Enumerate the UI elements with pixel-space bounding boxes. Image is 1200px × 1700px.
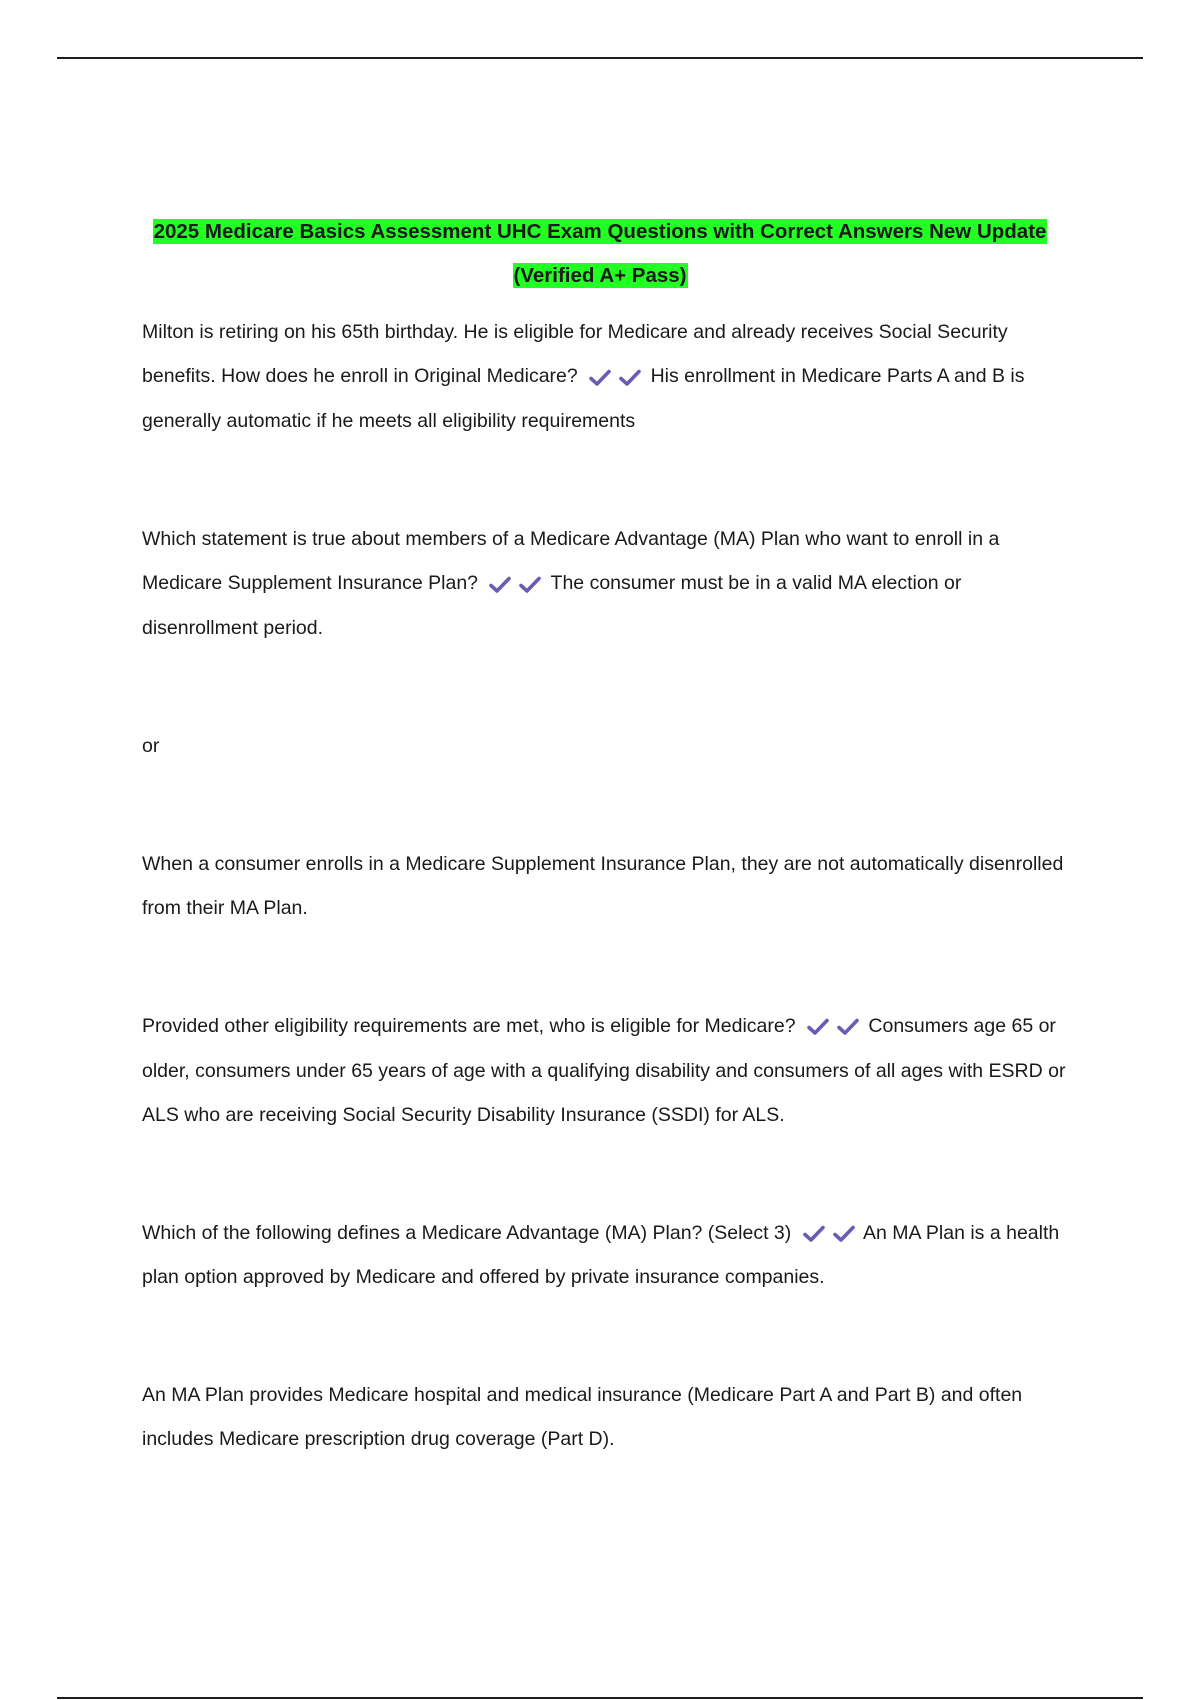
double-check-icon: [589, 355, 641, 399]
double-check-icon: [489, 562, 541, 606]
answer-text: His enrollment in Medicare Parts A and B is generally automatic if he meets all eligibility requirements: [142, 365, 1025, 432]
qa-item-1: [142, 310, 1072, 443]
answer-text: Consumers age 65 or older, consumers under 65 years of age with a qualifying disability and consumers of all ages with ESRD or ALS who are receiving Social Security Disability Insurance (SSDI) for ALS.: [142, 1014, 1066, 1126]
top-rule: [57, 57, 1143, 59]
qa-item-4: [142, 1211, 1072, 1300]
qa-item-3: [142, 1004, 1072, 1137]
answer-continuation: An MA Plan provides Medicare hospital and medical insurance (Medicare Part A and Part B) and often includes Medicare prescription drug coverage (Part D).: [142, 1384, 1023, 1451]
double-check-icon: [807, 1005, 859, 1049]
question-text: Provided other eligibility requirements are met, who is eligible for Medicare?: [142, 1014, 796, 1037]
qa-item-2: [142, 517, 1072, 650]
answer-continuation: When a consumer enrolls in a Medicare Supplement Insurance Plan, they are not automatically disenrolled from their MA Plan.: [142, 852, 1064, 919]
title-line-1: 2025 Medicare Basics Assessment UHC Exam Questions with Correct Answers New Update: [153, 220, 1047, 243]
answer-text: An MA Plan is a health plan option approved by Medicare and offered by private insurance companies.: [142, 1221, 1060, 1289]
title-line-2: (Verified A+ Pass): [513, 264, 687, 287]
bottom-rule: [57, 1697, 1143, 1699]
answer-continuation-or: or: [142, 734, 160, 757]
double-check-icon: [803, 1211, 855, 1255]
question-text: Milton is retiring on his 65th birthday. He is eligible for Medicare and already receives Social Security benefits. How does he enroll in Original Medicare?: [142, 321, 1008, 387]
question-text: Which statement is true about members of a Medicare Advantage (MA) Plan who want to enroll in a Medicare Supplement Insurance Plan?: [142, 527, 1000, 594]
answer-text: The consumer must be in a valid MA election or disenrollment period.: [142, 571, 962, 639]
document-title: [130, 210, 1070, 298]
question-text: Which of the following defines a Medicare Advantage (MA) Plan? (Select 3): [142, 1221, 792, 1244]
document-body: [142, 310, 1072, 1461]
